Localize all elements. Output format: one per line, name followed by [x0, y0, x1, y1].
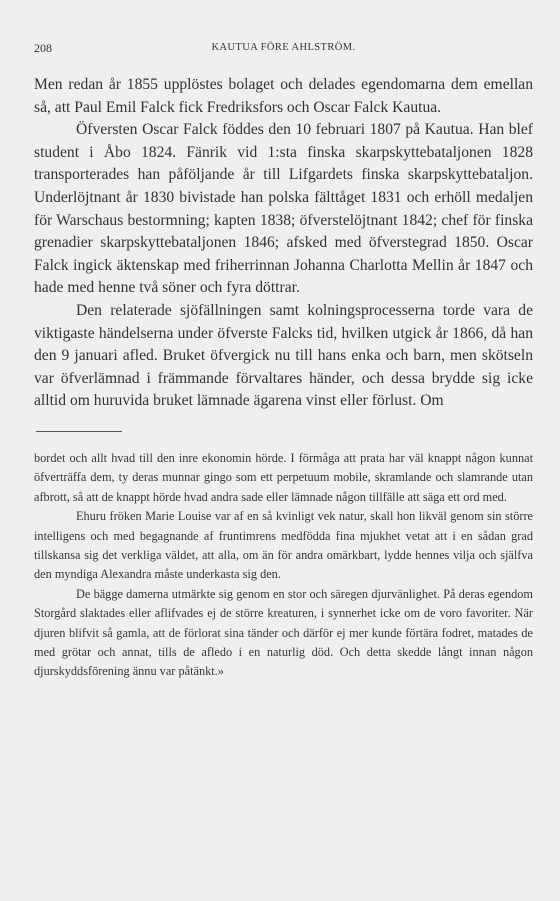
main-paragraph: Öfversten Oscar Falck föddes den 10 februari 1807 på Kautua. Han blef student i Åbo 1824. Fänrik vid 1:sta finska skarpskyttebataljonen 1828 transporterades han påföljande år till Lifgardets finska skarpskyttebataljon. Underlöjtnant år 1830 bivistade han polska fälttåget 1831 och erhöll medaljen för Warschaus bestormning; kapten 1838; öfverstelöjtnant 1842; chef för finska grenadier skarpskyttebataljonen 1846; afsked med öfverstegrad 1850. Oscar Falck ingick äktenskap med friherrinnan Johanna Charlotta Mellin år 1847 och hade med henne två söner och fyra döttrar.	[34, 121, 533, 297]
main-text	[34, 74, 533, 413]
running-head	[34, 41, 533, 61]
footnote-paragraph: Ehuru fröken Marie Louise var af en så kvinligt vek natur, skall hon likväl genom sin större intelligens och med begagnande af fruntimrens medfödda fina mjukhet vetat att i en sådan grad tillskansa sig det verkliga väldet, att alla, om än för andra omärkbart, lydde hennes vilja och själfva den myndiga Alexandra måste underkasta sig den.	[34, 509, 533, 582]
footnote-paragraph: De bägge damerna utmärkte sig genom en stor och säregen djurvänlighet. På deras egendom Storgård slaktades eller aflifvades ej de större kreaturen, i synnerhet icke om de voro favoriter. När djuren blifvit så gamla, att de förlorat sina tänder och därför ej mer kunde förtära fodret, matades de med grötar och annat, tills de afledo i en naturlig död. Och detta skedde långt innan någon djurskyddsförening ännu var påtänkt.»	[34, 586, 533, 679]
page-number: 208	[34, 41, 52, 55]
footnote-divider	[36, 431, 122, 432]
footnotes	[34, 449, 533, 682]
running-title: KAUTUA FÖRE AHLSTRÖM.	[211, 42, 356, 53]
main-paragraph: Den relaterade sjöfällningen samt kolningsprocesserna torde vara de viktigaste händelserna under öfverste Falcks tid, hvilken utgick år 1866, då han den 9 januari afled. Bruket öfvergick nu till hans enka och barn, men skötseln var öfverlämnad i främmande förvaltares händer, och dessa brydde sig icke alltid om huruvida bruket lämnade ägarena vinst eller förlust. Om	[34, 301, 533, 410]
main-paragraph: Men redan år 1855 upplöstes bolaget och delades egendomarna dem emellan så, att Paul Emil Falck fick Fredriksfors och Oscar Falck Kautua.	[34, 76, 533, 116]
footnote-paragraph: bordet och allt hvad till den inre ekonomin hörde. I förmåga att prata har väl knappt någon kunnat öfverträffa dem, ty deras munnar gingo som ett perpetuum mobile, skramlande och slamrande utan afbrott, så att de knappt hörde hvad andra sade eller lämnade någon tillfälle att säga ett ord med.	[34, 450, 533, 504]
